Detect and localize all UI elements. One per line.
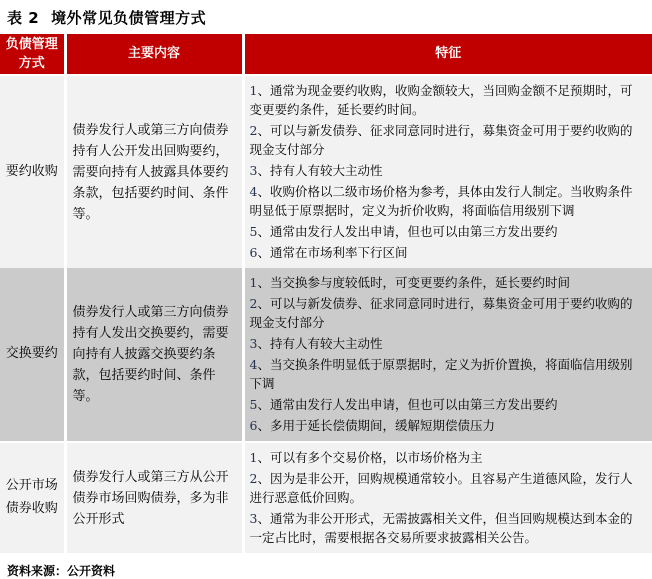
feature-number: 2 [249,471,258,486]
feature-number: 6 [249,245,258,260]
feature-item: 4、当交换条件明显低于原票据时，定义为折价置换，将面临信用级别下调 [249,357,633,391]
feature-number: 5 [249,224,258,239]
feature-number: 3 [249,511,258,526]
feature-item: 3、通常为非公开形式，无需披露相关文件，但当回购规模达到本金的一定占比时，需要根据各交易所要求披露相关公告。 [249,511,633,545]
feature-item: 3、持有人有较大主动性 [249,163,383,178]
content-cell: 债券发行人或第三方向债券持有人公开发出回购要约，需要向持有人披露具体要约条款，包括要约时间、条件等。 [65,75,243,268]
table-row [0,442,652,553]
feature-number: 4 [249,357,258,372]
feature-item: 6、多用于延长偿债期间，缓解短期偿债压力 [249,418,495,433]
feature-number: 3 [249,163,258,178]
feature-item: 3、持有人有较大主动性 [249,336,383,351]
feature-number: 6 [249,418,258,433]
table-title-text: 境外常见负债管理方式 [51,9,207,27]
feature-item: 1、通常为现金要约收购，收购金额较大，当回购金额不足预期时，可变更要约条件，延长要约时间。 [249,83,633,117]
feature-item: 2、因为是非公开，回购规模通常较小。且容易产生道德风险，发行人进行恶意低价回购。 [249,471,633,505]
feature-number: 4 [249,184,258,199]
method-cell: 交换要约 [0,268,65,442]
column-header-method: 负债管理方式 [0,34,65,75]
feature-number: 1 [249,450,258,465]
feature-item: 6、通常在市场利率下行区间 [249,245,408,260]
table-title [0,0,652,34]
source-note: 资料来源：公开资料 [7,564,116,578]
feature-number: 5 [249,397,258,412]
table-row [0,75,652,268]
column-header-content: 主要内容 [65,34,243,75]
feature-item: 4、收购价格以二级市场价格为参考，具体由发行人制定。当收购条件明显低于原票据时，定义为折价收购，将面临信用级别下调 [249,184,633,218]
features-cell [243,442,652,553]
feature-number: 2 [249,123,258,138]
content-cell: 债券发行人或第三方从公开债券市场回购债券，多为非公开形式 [65,442,243,553]
features-cell [243,268,652,442]
feature-item: 1、当交换参与度较低时，可变更要约条件，延长要约时间 [249,275,570,290]
method-cell: 公开市场债券收购 [0,442,65,553]
feature-item: 5、通常由发行人发出申请，但也可以由第三方发出要约 [249,397,558,412]
content-cell: 债券发行人或第三方向债券持有人发出交换要约，需要向持有人披露交换要约条款，包括要约时间、条件等。 [65,268,243,442]
feature-number: 1 [249,275,258,290]
feature-item: 1、可以有多个交易价格，以市场价格为主 [249,450,483,465]
feature-number: 3 [249,336,258,351]
liability-management-table [0,34,652,553]
feature-item: 2、可以与新发债券、征求同意同时进行，募集资金可用于要约收购的现金支付部分 [249,123,633,157]
column-header-features: 特征 [243,34,652,75]
feature-number: 1 [249,83,258,98]
feature-item: 2、可以与新发债券、征求同意同时进行，募集资金可用于要约收购的现金支付部分 [249,296,633,330]
features-cell [243,75,652,268]
feature-number: 2 [249,296,258,311]
table-row [0,268,652,442]
method-cell: 要约收购 [0,75,65,268]
table-title-number: 表 2 [7,9,40,27]
table-body [0,75,652,553]
feature-item: 5、通常由发行人发出申请，但也可以由第三方发出要约 [249,224,558,239]
table-header-row [0,34,652,75]
